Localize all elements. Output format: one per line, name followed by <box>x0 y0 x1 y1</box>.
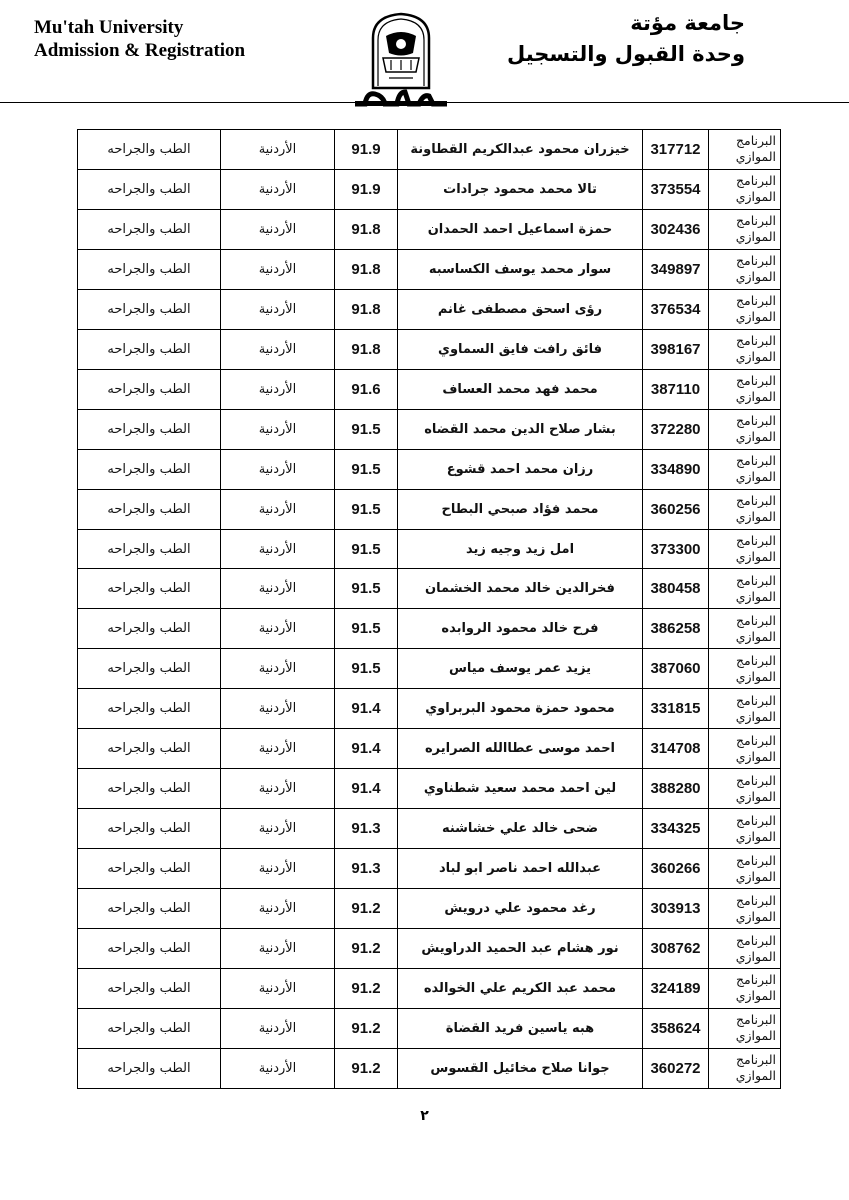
page-number: ٢ <box>420 1108 429 1124</box>
average-cell: 91.2 <box>335 969 398 1009</box>
program-cell: البرنامج الموازي <box>709 329 781 369</box>
program-cell: البرنامج الموازي <box>709 169 781 209</box>
nationality-cell: الأردنية <box>221 1048 335 1088</box>
major-cell: الطب والجراحه <box>78 969 221 1009</box>
average-cell: 91.6 <box>335 369 398 409</box>
student-id-cell: 358624 <box>643 1008 709 1048</box>
student-name-cell: امل زيد وجيه زيد <box>398 529 643 569</box>
average-cell: 91.9 <box>335 130 398 170</box>
student-name-cell: رغد محمود علي درويش <box>398 889 643 929</box>
table-row <box>78 489 781 529</box>
student-id-cell: 314708 <box>643 729 709 769</box>
student-id-cell: 334890 <box>643 449 709 489</box>
major-cell: الطب والجراحه <box>78 409 221 449</box>
nationality-cell: الأردنية <box>221 249 335 289</box>
program-cell: البرنامج الموازي <box>709 849 781 889</box>
nationality-cell: الأردنية <box>221 769 335 809</box>
student-id-cell: 360266 <box>643 849 709 889</box>
program-cell: البرنامج الموازي <box>709 529 781 569</box>
average-cell: 91.4 <box>335 769 398 809</box>
student-id-cell: 324189 <box>643 969 709 1009</box>
unit-name-en: Admission & Registration <box>34 40 246 61</box>
table-row <box>78 929 781 969</box>
student-name-cell: خيزران محمود عبدالكريم القطاونة <box>398 130 643 170</box>
program-cell: البرنامج الموازي <box>709 609 781 649</box>
major-cell: الطب والجراحه <box>78 649 221 689</box>
major-cell: الطب والجراحه <box>78 1048 221 1088</box>
average-cell: 91.2 <box>335 929 398 969</box>
student-name-cell: فائق رافت فايق السماوي <box>398 329 643 369</box>
student-name-cell: نور هشام عبد الحميد الدراويش <box>398 929 643 969</box>
student-name-cell: فخرالدين خالد محمد الخشمان <box>398 569 643 609</box>
table-row <box>78 209 781 249</box>
program-cell: البرنامج الموازي <box>709 209 781 249</box>
average-cell: 91.5 <box>335 609 398 649</box>
program-cell: البرنامج الموازي <box>709 889 781 929</box>
program-cell: البرنامج الموازي <box>709 809 781 849</box>
table-row <box>78 1048 781 1088</box>
unit-name-ar: وحدة القبول والتسجيل <box>506 42 745 66</box>
program-cell: البرنامج الموازي <box>709 249 781 289</box>
average-cell: 91.5 <box>335 409 398 449</box>
major-cell: الطب والجراحه <box>78 329 221 369</box>
major-cell: الطب والجراحه <box>78 849 221 889</box>
student-id-cell: 387060 <box>643 649 709 689</box>
header-arabic <box>507 8 745 70</box>
nationality-cell: الأردنية <box>221 689 335 729</box>
average-cell: 91.8 <box>335 249 398 289</box>
nationality-cell: الأردنية <box>221 969 335 1009</box>
table-row <box>78 1008 781 1048</box>
student-id-cell: 372280 <box>643 409 709 449</box>
header-english <box>34 16 245 62</box>
average-cell: 91.8 <box>335 289 398 329</box>
table-row <box>78 649 781 689</box>
student-id-cell: 398167 <box>643 329 709 369</box>
program-cell: البرنامج الموازي <box>709 369 781 409</box>
student-name-cell: رؤى اسحق مصطفى غانم <box>398 289 643 329</box>
average-cell: 91.4 <box>335 689 398 729</box>
major-cell: الطب والجراحه <box>78 369 221 409</box>
major-cell: الطب والجراحه <box>78 769 221 809</box>
table-row <box>78 529 781 569</box>
average-cell: 91.4 <box>335 729 398 769</box>
program-cell: البرنامج الموازي <box>709 489 781 529</box>
student-id-cell: 386258 <box>643 609 709 649</box>
program-cell: البرنامج الموازي <box>709 649 781 689</box>
nationality-cell: الأردنية <box>221 409 335 449</box>
nationality-cell: الأردنية <box>221 209 335 249</box>
program-cell: البرنامج الموازي <box>709 449 781 489</box>
major-cell: الطب والجراحه <box>78 489 221 529</box>
student-name-cell: يزيد عمر يوسف مياس <box>398 649 643 689</box>
student-id-cell: 317712 <box>643 130 709 170</box>
student-name-cell: فرح خالد محمود الروابده <box>398 609 643 649</box>
program-cell: البرنامج الموازي <box>709 729 781 769</box>
program-cell: البرنامج الموازي <box>709 969 781 1009</box>
major-cell: الطب والجراحه <box>78 1008 221 1048</box>
nationality-cell: الأردنية <box>221 289 335 329</box>
nationality-cell: الأردنية <box>221 809 335 849</box>
nationality-cell: الأردنية <box>221 449 335 489</box>
mutah-university-crest-icon <box>353 8 449 108</box>
average-cell: 91.8 <box>335 329 398 369</box>
student-id-cell: 387110 <box>643 369 709 409</box>
table-row <box>78 849 781 889</box>
program-cell: البرنامج الموازي <box>709 689 781 729</box>
program-cell: البرنامج الموازي <box>709 769 781 809</box>
student-id-cell: 373554 <box>643 169 709 209</box>
nationality-cell: الأردنية <box>221 929 335 969</box>
table-row <box>78 409 781 449</box>
program-cell: البرنامج الموازي <box>709 130 781 170</box>
major-cell: الطب والجراحه <box>78 809 221 849</box>
nationality-cell: الأردنية <box>221 569 335 609</box>
university-name-ar: جامعة مؤتة <box>630 11 745 35</box>
student-name-cell: لين احمد محمد سعيد شطناوي <box>398 769 643 809</box>
table-row <box>78 449 781 489</box>
student-name-cell: بشار صلاح الدين محمد القضاه <box>398 409 643 449</box>
average-cell: 91.3 <box>335 849 398 889</box>
average-cell: 91.3 <box>335 809 398 849</box>
major-cell: الطب والجراحه <box>78 609 221 649</box>
nationality-cell: الأردنية <box>221 369 335 409</box>
table-row <box>78 609 781 649</box>
student-name-cell: تالا محمد محمود جرادات <box>398 169 643 209</box>
university-name-en: Mu'tah University <box>34 17 184 38</box>
major-cell: الطب والجراحه <box>78 449 221 489</box>
student-id-cell: 373300 <box>643 529 709 569</box>
student-id-cell: 360256 <box>643 489 709 529</box>
program-cell: البرنامج الموازي <box>709 1008 781 1048</box>
average-cell: 91.5 <box>335 649 398 689</box>
table-row <box>78 889 781 929</box>
average-cell: 91.9 <box>335 169 398 209</box>
major-cell: الطب والجراحه <box>78 249 221 289</box>
major-cell: الطب والجراحه <box>78 169 221 209</box>
student-name-cell: محمد فهد محمد العساف <box>398 369 643 409</box>
program-cell: البرنامج الموازي <box>709 289 781 329</box>
table-row <box>78 969 781 1009</box>
student-id-cell: 388280 <box>643 769 709 809</box>
table-row <box>78 289 781 329</box>
nationality-cell: الأردنية <box>221 889 335 929</box>
average-cell: 91.5 <box>335 489 398 529</box>
admissions-table <box>77 129 781 1089</box>
nationality-cell: الأردنية <box>221 130 335 170</box>
nationality-cell: الأردنية <box>221 529 335 569</box>
major-cell: الطب والجراحه <box>78 289 221 329</box>
table-row <box>78 369 781 409</box>
major-cell: الطب والجراحه <box>78 729 221 769</box>
average-cell: 91.2 <box>335 1008 398 1048</box>
nationality-cell: الأردنية <box>221 489 335 529</box>
nationality-cell: الأردنية <box>221 729 335 769</box>
table-row <box>78 809 781 849</box>
nationality-cell: الأردنية <box>221 169 335 209</box>
student-id-cell: 360272 <box>643 1048 709 1088</box>
student-id-cell: 376534 <box>643 289 709 329</box>
student-id-cell: 349897 <box>643 249 709 289</box>
nationality-cell: الأردنية <box>221 1008 335 1048</box>
table-row <box>78 769 781 809</box>
major-cell: الطب والجراحه <box>78 889 221 929</box>
program-cell: البرنامج الموازي <box>709 409 781 449</box>
program-cell: البرنامج الموازي <box>709 929 781 969</box>
student-id-cell: 302436 <box>643 209 709 249</box>
average-cell: 91.2 <box>335 889 398 929</box>
table-row <box>78 249 781 289</box>
student-name-cell: جوانا صلاح مخائيل القسوس <box>398 1048 643 1088</box>
major-cell: الطب والجراحه <box>78 569 221 609</box>
student-id-cell: 303913 <box>643 889 709 929</box>
program-cell: البرنامج الموازي <box>709 569 781 609</box>
student-id-cell: 380458 <box>643 569 709 609</box>
student-name-cell: ضحى خالد علي خشاشنه <box>398 809 643 849</box>
major-cell: الطب والجراحه <box>78 130 221 170</box>
nationality-cell: الأردنية <box>221 649 335 689</box>
major-cell: الطب والجراحه <box>78 929 221 969</box>
header-divider <box>0 102 849 103</box>
average-cell: 91.8 <box>335 209 398 249</box>
nationality-cell: الأردنية <box>221 849 335 889</box>
student-name-cell: محمود حمزة محمود البربراوي <box>398 689 643 729</box>
nationality-cell: الأردنية <box>221 329 335 369</box>
student-name-cell: احمد موسى عطاالله الصرايره <box>398 729 643 769</box>
average-cell: 91.5 <box>335 449 398 489</box>
average-cell: 91.5 <box>335 529 398 569</box>
student-id-cell: 334325 <box>643 809 709 849</box>
table-row <box>78 130 781 170</box>
student-id-cell: 331815 <box>643 689 709 729</box>
student-name-cell: رزان محمد احمد قشوع <box>398 449 643 489</box>
table-row <box>78 689 781 729</box>
average-cell: 91.2 <box>335 1048 398 1088</box>
table-row <box>78 329 781 369</box>
student-name-cell: هبه ياسين فريد القضاة <box>398 1008 643 1048</box>
student-name-cell: محمد عبد الكريم علي الخوالده <box>398 969 643 1009</box>
student-name-cell: عبدالله احمد ناصر ابو لباد <box>398 849 643 889</box>
table-row <box>78 569 781 609</box>
program-cell: البرنامج الموازي <box>709 1048 781 1088</box>
major-cell: الطب والجراحه <box>78 209 221 249</box>
major-cell: الطب والجراحه <box>78 689 221 729</box>
table-row <box>78 729 781 769</box>
nationality-cell: الأردنية <box>221 609 335 649</box>
student-id-cell: 308762 <box>643 929 709 969</box>
major-cell: الطب والجراحه <box>78 529 221 569</box>
student-name-cell: سوار محمد يوسف الكساسبه <box>398 249 643 289</box>
student-name-cell: حمزة اسماعيل احمد الحمدان <box>398 209 643 249</box>
table-row <box>78 169 781 209</box>
student-name-cell: محمد فؤاد صبحي البطاح <box>398 489 643 529</box>
average-cell: 91.5 <box>335 569 398 609</box>
